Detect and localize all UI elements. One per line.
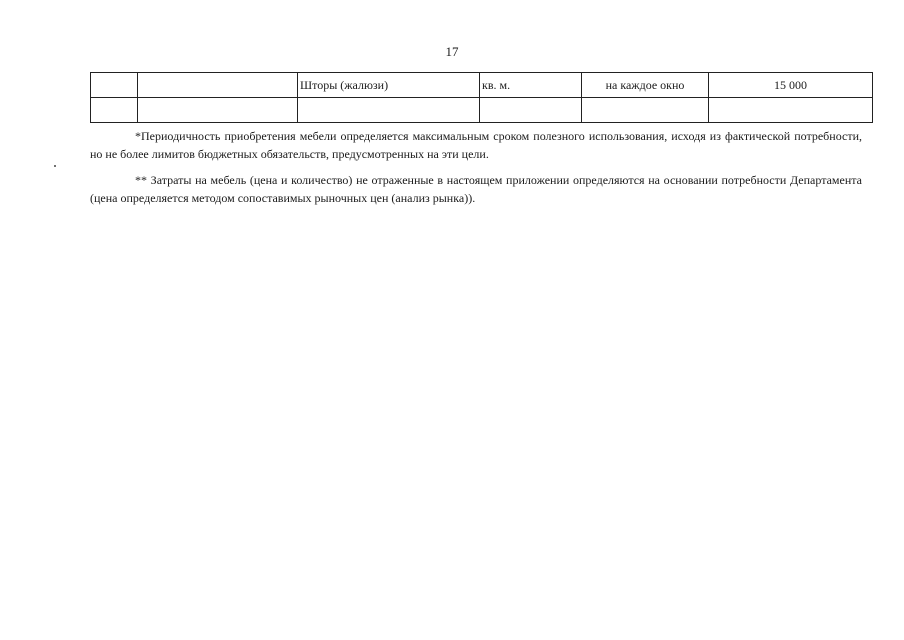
scan-dot xyxy=(54,165,56,167)
table-cell-quantity: на каждое окно xyxy=(582,73,709,98)
table-cell-unit: кв. м. xyxy=(480,73,582,98)
table-row xyxy=(91,98,873,123)
furniture-cost-table xyxy=(90,72,873,123)
table-cell-item-name: Шторы (жалюзи) xyxy=(298,73,480,98)
table-cell-price xyxy=(709,98,873,123)
table-cell-quantity xyxy=(582,98,709,123)
table-cell-number xyxy=(91,98,138,123)
table-cell-category xyxy=(138,73,298,98)
table-cell-category xyxy=(138,98,298,123)
footnote-other-costs: ** Затраты на мебель (цена и количество) не отраженные в настоящем приложении определяются на основании потребности Департамента (цена определяется методом сопоставимых рыночных цен (анализ рынка)). xyxy=(90,173,862,205)
table-cell-unit xyxy=(480,98,582,123)
table-cell-number xyxy=(91,73,138,98)
page-number: 17 xyxy=(445,44,459,59)
table-row xyxy=(91,73,873,98)
table-cell-price: 15 000 xyxy=(709,73,873,98)
footnote-periodicity: *Периодичность приобретения мебели определяется максимальным сроком полезного использования, исходя из фактической потребности, но не более лимитов бюджетных обязательств, предусмотренных на эти цели. xyxy=(90,129,862,161)
table-cell-item-name xyxy=(298,98,480,123)
